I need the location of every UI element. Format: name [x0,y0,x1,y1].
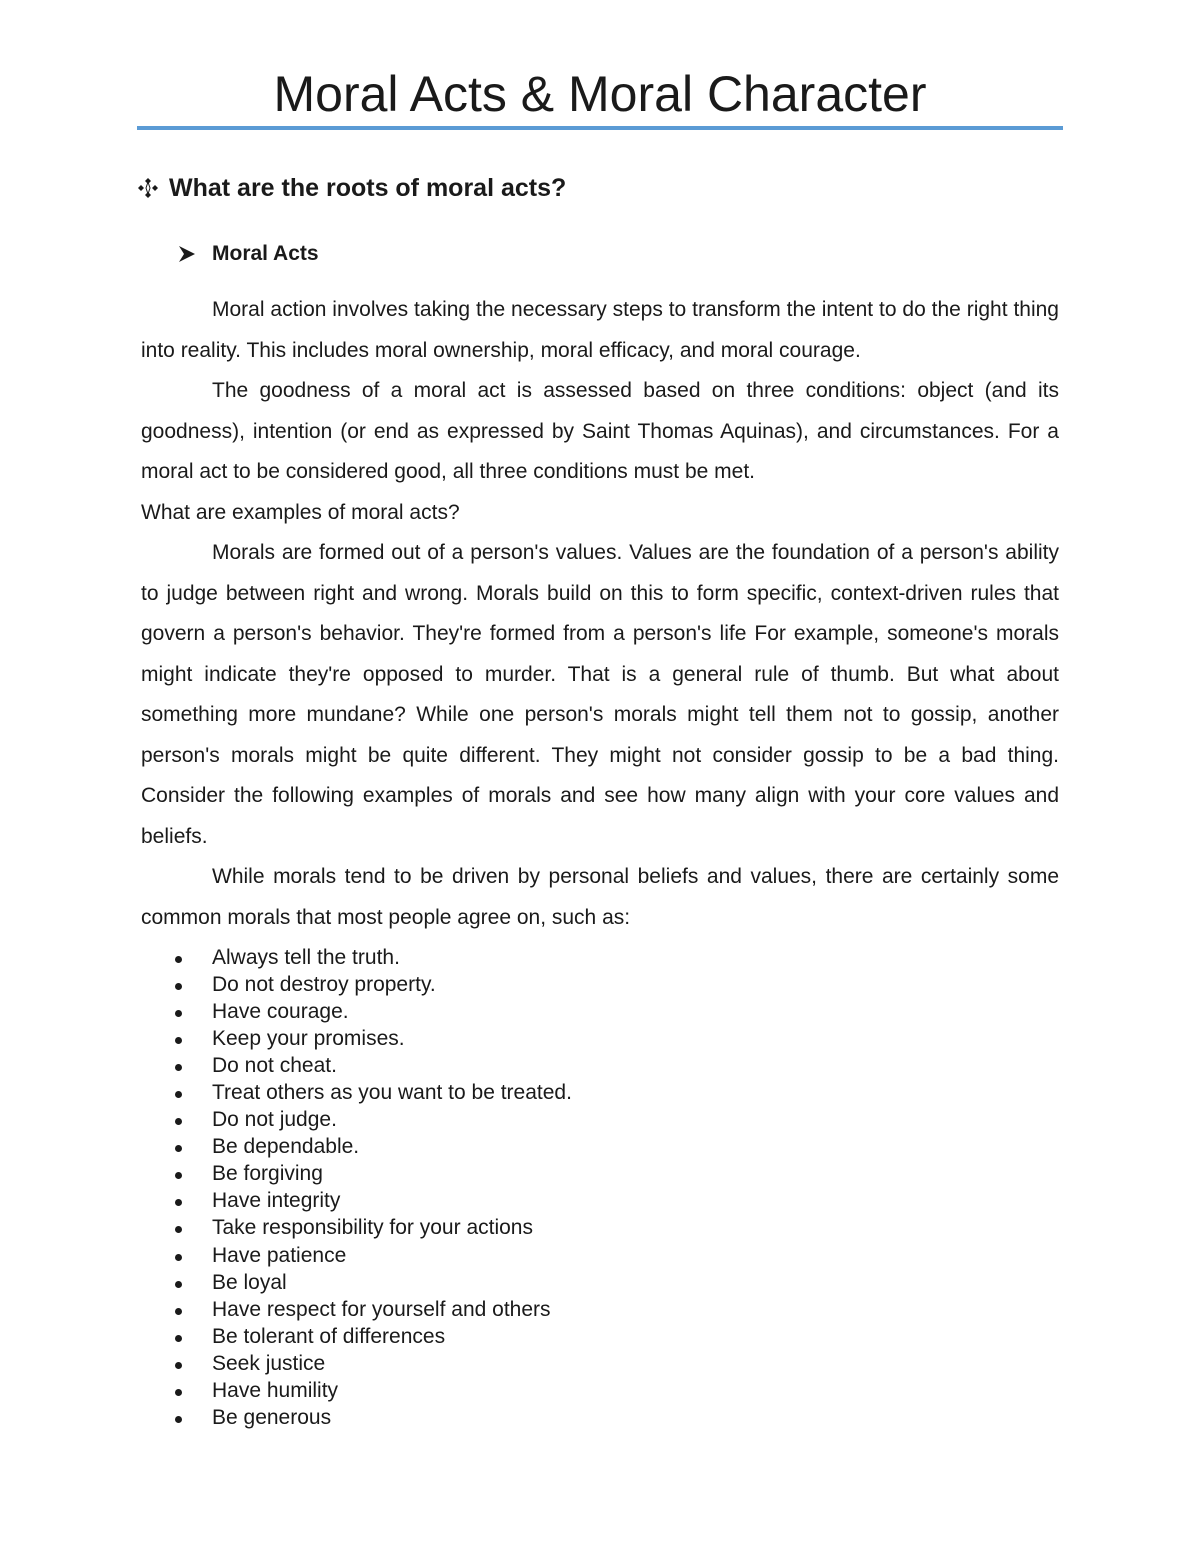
list-item: Have patience [141,1242,1041,1269]
section-heading-text: What are the roots of moral acts? [169,173,567,202]
common-morals-list [141,944,1041,1431]
list-item: Do not destroy property. [141,971,1041,998]
list-item: Have respect for yourself and others [141,1296,1041,1323]
bullet-icon [175,1254,182,1261]
bullet-icon [175,1064,182,1071]
bullet-icon [175,1416,182,1423]
document-title: Moral Acts & Moral Character [273,66,927,122]
bullet-icon [175,1118,182,1125]
bullet-icon [175,1037,182,1044]
paragraph: Moral action involves taking the necessary steps to transform the intent to do the right thing into reality. This includes moral ownership, moral efficacy, and moral courage. [141,298,1059,362]
list-item: Have integrity [141,1187,1041,1214]
list-item: Treat others as you want to be treated. [141,1079,1041,1106]
list-item: Take responsibility for your actions [141,1214,1041,1241]
bullet-icon [175,1335,182,1342]
list-item: Keep your promises. [141,1025,1041,1052]
examples-question: What are examples of moral acts? [141,500,460,524]
subheading [178,238,319,270]
paragraph: Morals are formed out of a person's values. Values are the foundation of a person's ability to judge between right and wrong. Morals build on this to form specific, context-driven rules that govern a person's behavior. They're formed from a person's life For example, someone's morals might indicate they're opposed to murder. That is a general rule of thumb. But what about something more mundane? While one person's morals might tell them not to gossip, another person's morals might be quite different. They might not consider gossip to be a bad thing. Consider the following examples of morals and see how many align with your core values and beliefs. [141,541,1059,848]
list-item: Do not cheat. [141,1052,1041,1079]
list-item: Seek justice [141,1350,1041,1377]
list-item: Be tolerant of differences [141,1323,1041,1350]
bullet-icon [175,1199,182,1206]
title-underline [137,126,1063,130]
bullet-icon [175,956,182,963]
list-item: Be dependable. [141,1133,1041,1160]
list-item: Be generous [141,1404,1041,1431]
list-item: Always tell the truth. [141,944,1041,971]
list-item: Be forgiving [141,1160,1041,1187]
arrowhead-bullet-icon [178,245,196,263]
paragraph: While morals tend to be driven by personal beliefs and values, there are certainly some common morals that most people agree on, such as: [141,865,1059,929]
bullet-icon [175,1226,182,1233]
bullet-icon [175,1308,182,1315]
bullet-icon [175,1091,182,1098]
bullet-icon [175,1010,182,1017]
bullet-icon [175,1145,182,1152]
section-heading [137,170,566,206]
bullet-icon [175,1362,182,1369]
list-item: Have courage. [141,998,1041,1025]
four-diamond-bullet-icon [137,177,159,199]
subheading-text: Moral Acts [212,242,319,265]
bullet-icon [175,1281,182,1288]
bullet-icon [175,1172,182,1179]
bullet-icon [175,1389,182,1396]
bullet-icon [175,983,182,990]
paragraph: The goodness of a moral act is assessed based on three conditions: object (and its goodness), intention (or end as expressed by Saint Thomas Aquinas), and circumstances. For a moral act to be considered good, all three conditions must be met. [141,379,1059,483]
list-item: Do not judge. [141,1106,1041,1133]
list-item: Be loyal [141,1269,1041,1296]
list-item: Have humility [141,1377,1041,1404]
body-text-top [141,290,1059,938]
